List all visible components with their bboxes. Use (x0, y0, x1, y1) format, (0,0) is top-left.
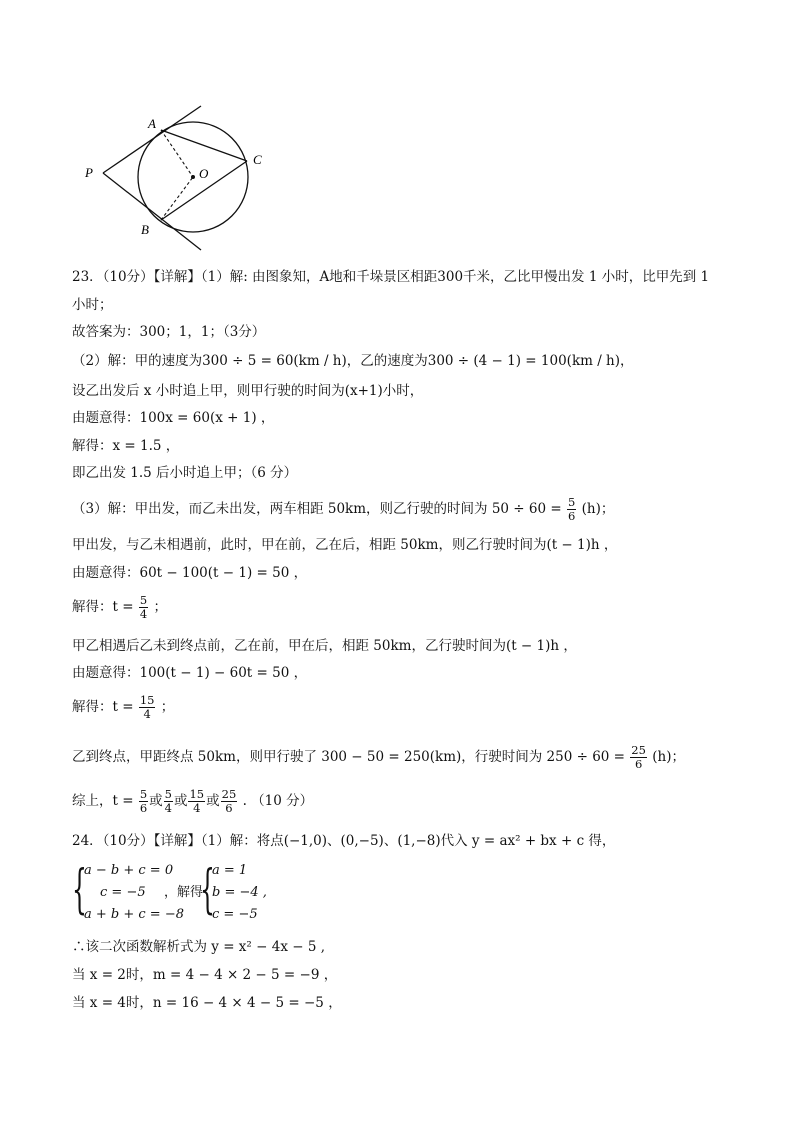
q23-line-9 (72, 496, 614, 523)
q23-line-16-unit: (h)； (652, 749, 685, 765)
q23-line-9-text: （3）解：甲出发，而乙未出发，两车相距 50km，则乙行驶的时间为 50 ÷ 60 = (72, 501, 562, 517)
q23-line-16 (72, 744, 685, 771)
system-eq-1: a − b + c = 0 (84, 863, 174, 878)
right-brace-icon: { (200, 860, 215, 920)
q23-line-11: 由题意得：60t − 100(t − 1) = 50 ， (72, 565, 308, 581)
denominator: 4 (143, 707, 151, 721)
numerator: 25 (631, 743, 646, 757)
q23-line-9-unit: (h)； (581, 501, 615, 517)
or-word: 或 (149, 793, 163, 809)
fraction-15-4 (139, 694, 156, 721)
radius-oa (161, 130, 193, 177)
q23-line-8: 即乙出发 1.5 后小时追上甲；（6 分） (72, 465, 298, 481)
fraction-25-6 (221, 788, 238, 815)
label-o: O (199, 166, 209, 181)
label-p: P (85, 165, 93, 180)
q23-line-2: 小时； (72, 297, 113, 313)
q23-line-17 (72, 788, 313, 815)
q23-line-1: 23．（10分）【详解】（1）解: 由图象知，A地和千垛景区相距300千米，乙比甲慢出发 1 小时，比甲先到 1 (72, 269, 710, 285)
denominator: 6 (634, 757, 643, 771)
denominator: 4 (139, 607, 148, 621)
q24-line-1: 24．（10分）【详解】（1）解：将点(−1,0)、(0,−5)、(1,−8)代入 y = ax² + bx + c 得， (72, 833, 616, 849)
fraction-5-4 (139, 594, 148, 621)
solution-eq-1: a = 1 (212, 863, 248, 878)
q24-line-3: ∴该二次函数解析式为 y = x² − 4x − 5 , (72, 939, 325, 955)
q23-line-13: 甲乙相遇后乙未到终点前，乙在前，甲在后，相距 50km，乙行驶时间为(t − 1)h ， (72, 638, 577, 654)
label-b: B (141, 222, 149, 237)
fraction-15-4 (188, 788, 205, 815)
chord-ac (161, 130, 247, 161)
q23-line-7: 解得：x = 1.5 ， (72, 438, 180, 454)
numerator: 25 (221, 787, 237, 801)
q23-line-6: 由题意得：100x = 60(x + 1) ， (72, 410, 275, 426)
solution-eq-2: b = −4 , (212, 885, 267, 900)
q23-line-15-end: ； (160, 699, 175, 715)
numerator: 5 (567, 495, 576, 509)
q23-line-15-text: 解得：t = (72, 699, 134, 715)
denominator: 6 (567, 509, 576, 523)
numerator: 15 (139, 693, 155, 707)
solve-word: ，解得 (164, 885, 204, 900)
q23-line-4: （2）解：甲的速度为300 ÷ 5 = 60(km / h)，乙的速度为300 ÷ (4 − 1) = 100(km / h)， (72, 353, 634, 369)
denominator: 6 (225, 801, 233, 815)
q23-line-12-text: 解得：t = (72, 599, 134, 615)
denominator: 4 (193, 801, 201, 815)
q23-line-17-text: 综上，t = (72, 793, 134, 809)
solution-eq-3: c = −5 (212, 907, 258, 922)
q23-line-15 (72, 694, 174, 721)
q24-line-4: 当 x = 2时，m = 4 − 4 × 2 − 5 = −9 ， (72, 967, 338, 983)
q23-line-17-end: . （10 分） (242, 793, 314, 809)
radius-ob (161, 177, 193, 220)
q23-line-5: 设乙出发后 x 小时追上甲，则甲行驶的时间为(x+1)小时， (72, 383, 424, 399)
q23-line-16-text: 乙到终点，甲距终点 50km，则甲行驶了 300 − 50 = 250(km)，行驶时间为 250 ÷ 60 = (72, 749, 625, 765)
q23-line-10: 甲出发，与乙未相遇前，此时，甲在前，乙在后，相距 50km，则乙行驶时间为(t − 1)h ， (72, 537, 618, 553)
numerator: 5 (139, 593, 148, 607)
q23-line-12-end: ； (153, 599, 167, 615)
q23-line-3: 故答案为：300；1，1；（3分） (72, 324, 266, 340)
denominator: 4 (164, 801, 172, 815)
fraction-5-6 (139, 788, 148, 815)
system-eq-2: c = −5 (100, 885, 146, 900)
numerator: 5 (164, 787, 172, 801)
tangent-line-pb (103, 173, 201, 250)
label-c: C (253, 152, 262, 167)
q24-line-5: 当 x = 4时，n = 16 − 4 × 4 − 5 = −5 ， (72, 995, 342, 1011)
label-a: A (148, 116, 156, 131)
left-brace-icon: { (72, 860, 87, 920)
center-point-o (191, 175, 195, 179)
system-eq-3: a + b + c = −8 (84, 907, 184, 922)
denominator: 6 (139, 801, 148, 815)
or-word: 或 (206, 793, 220, 809)
fraction-25-6 (630, 744, 647, 771)
q23-line-14: 由题意得：100(t − 1) − 60t = 50 ， (72, 665, 308, 681)
q23-line-12 (72, 594, 167, 621)
equation-system (72, 862, 312, 926)
fraction-5-4 (164, 788, 173, 815)
circle-tangent-figure (75, 98, 290, 258)
numerator: 15 (189, 787, 205, 801)
or-word: 或 (173, 793, 188, 809)
fraction-5-6 (567, 496, 576, 523)
numerator: 5 (139, 787, 148, 801)
